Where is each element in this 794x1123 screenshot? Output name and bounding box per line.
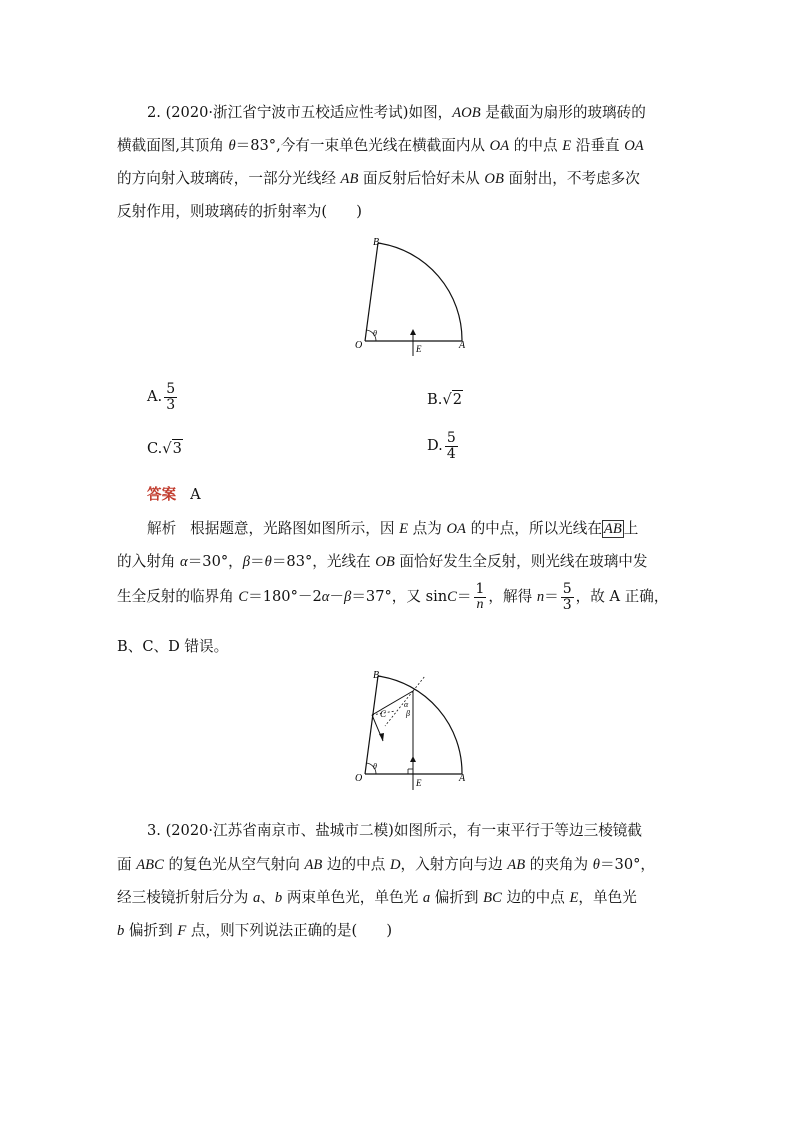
analysis-text: ＝ [544, 588, 559, 606]
q2-text: ＝83°,今有一束单色光线在横截面内从 [235, 137, 490, 154]
q2-text: 的中点 [509, 137, 563, 154]
q3-text: 点，则下列说法正确的是( ) [186, 922, 393, 939]
option-c-label: C. [147, 440, 163, 457]
ab-arc [378, 243, 462, 341]
numerator: 5 [166, 381, 176, 397]
radicand: 3 [172, 440, 182, 457]
q3-text: 如图所示，有一束平行于等边三棱镜截 [393, 822, 642, 839]
analysis-text: ＝ [456, 588, 472, 606]
q3-line-4 [117, 919, 392, 940]
answer-label: 答案 [147, 486, 177, 503]
fraction [474, 582, 487, 612]
q3-symbol: b [274, 890, 283, 906]
label-o: O [355, 773, 363, 784]
analysis-text: 上 [623, 520, 639, 537]
q2-text: 是截面为扇形的玻璃砖的 [480, 104, 646, 121]
q2-text: 横截面图,其顶角 [117, 137, 229, 154]
q3-text: ，入射方向与边 [400, 856, 508, 873]
q3-symbol: D [389, 857, 401, 873]
label-theta: θ [373, 762, 377, 771]
analysis-text: ，解得 [488, 588, 537, 606]
denominator: 4 [446, 445, 456, 462]
q2-source: 浙江省宁波市五校适应性考试) [213, 104, 409, 121]
q3-line-2 [117, 853, 655, 874]
q2-text: 反射作用，则玻璃砖的折射率为( ) [117, 203, 362, 220]
q2-line-3 [117, 167, 640, 188]
radicand: 2 [452, 391, 462, 408]
arrow-icon [410, 329, 416, 335]
analysis-text: ＝180°－2 [248, 588, 322, 606]
analysis-line-1 [147, 517, 638, 538]
q3-text: ，单色光 [578, 889, 637, 906]
analysis-line-3 [117, 582, 668, 612]
numerator: 1 [475, 581, 485, 597]
analysis-symbol: C [238, 589, 249, 606]
q2-symbol: OA [624, 138, 644, 154]
sector-figure-1 [350, 232, 480, 357]
analysis-symbol: n [536, 589, 545, 606]
label-b: B [373, 670, 380, 681]
q3-number: 3. (2020· [147, 822, 214, 839]
q3-text: 两束单色光，单色光 [282, 889, 423, 906]
q3-symbol: F [177, 923, 187, 939]
q2-text: 面射出，不考虑多次 [503, 170, 640, 187]
label-a: A [459, 773, 466, 784]
analysis-line-2 [117, 550, 648, 571]
analysis-text: B、C、D 错误。 [117, 638, 229, 655]
q2-symbol: AB [340, 171, 359, 187]
analysis-symbol: OA [446, 521, 466, 537]
q3-symbol: b [117, 923, 125, 939]
analysis-text: ＝30°， [187, 553, 243, 570]
ob-line [365, 243, 378, 341]
analysis-symbol: α [180, 554, 188, 570]
denominator: n [476, 596, 484, 612]
q3-text: ＝30°， [599, 856, 656, 873]
analysis-text: 点为 [408, 520, 447, 537]
q3-symbol: ABC [136, 857, 164, 873]
q3-text: 偏折到 [430, 889, 484, 906]
analysis-text: 的入射角 [117, 553, 181, 570]
q2-number: 2. (2020· [147, 104, 214, 121]
analysis-text: 的中点，所以光线在 [465, 520, 602, 537]
answer-line [147, 483, 201, 504]
analysis-text: ＝83°，光线在 [271, 553, 376, 570]
sqrt: √3 [162, 440, 182, 457]
q3-symbol: AB [304, 857, 323, 873]
analysis-text: 根据题意，光路图如图所示，因 [190, 520, 400, 537]
label-alpha: α [404, 700, 409, 709]
q2-line-2 [117, 134, 644, 155]
analysis-text: 生全反射的临界角 [117, 588, 239, 606]
option-b-label: B. [427, 391, 443, 408]
numerator: 5 [562, 581, 572, 597]
ab-arc [378, 676, 462, 774]
analysis-line-4 [117, 635, 228, 656]
denominator: 3 [562, 596, 572, 613]
option-b[interactable] [427, 391, 463, 408]
q3-symbol: AB [507, 857, 526, 873]
q3-symbol: E [569, 890, 579, 906]
q2-symbol: E [562, 138, 572, 154]
q2-symbol: OB [484, 171, 504, 187]
q2-line-1 [147, 101, 646, 122]
label-c: C [380, 709, 387, 719]
label-theta: θ [373, 329, 377, 338]
q3-text: 的夹角为 [525, 856, 593, 873]
option-a-label: A. [147, 388, 163, 406]
light-path-figure-2 [350, 668, 480, 790]
option-c[interactable] [147, 440, 183, 457]
option-d-label: D. [427, 437, 443, 455]
option-d[interactable] [427, 431, 460, 461]
q3-text: 边的中点 [501, 889, 570, 906]
label-e: E [416, 778, 422, 788]
q2-text: 的方向射入玻璃砖，一部分光线经 [117, 170, 341, 187]
q3-text: 面 [117, 856, 137, 873]
q3-text: 边的中点 [322, 856, 390, 873]
arrow-icon [410, 756, 416, 762]
analysis-text: ＝37°，又 sin [351, 588, 448, 606]
q2-text: 沿垂直 [571, 137, 625, 154]
analysis-label: 解析 [147, 520, 177, 537]
analysis-text: ，故 A 正确， [575, 588, 669, 606]
fraction [164, 382, 177, 412]
option-a[interactable] [147, 382, 179, 412]
q3-text: 经三棱镜折射后分为 [117, 889, 253, 906]
arc-ab-symbol: AB [603, 521, 622, 537]
denominator: 3 [166, 396, 176, 413]
label-o: O [355, 340, 363, 351]
q3-source: 江苏省南京市、盐城市二模) [213, 822, 394, 839]
analysis-symbol: θ [264, 554, 272, 570]
analysis-text: ＝ [250, 553, 265, 570]
label-beta: β [406, 709, 410, 718]
q3-line-3 [117, 886, 637, 907]
q3-text: 的复色光从空气射向 [163, 856, 305, 873]
q2-line-4 [117, 200, 362, 221]
q3-symbol: θ [592, 857, 600, 873]
analysis-symbol: α [321, 589, 330, 606]
analysis-symbol: β [242, 554, 251, 570]
numerator: 5 [446, 430, 456, 446]
analysis-symbol: OB [375, 554, 395, 570]
answer-value: A [190, 486, 201, 503]
analysis-symbol: C [447, 589, 457, 606]
q3-symbol: BC [483, 890, 502, 906]
q3-text: 偏折到 [124, 922, 178, 939]
analysis-symbol: E [399, 521, 408, 537]
label-e: E [416, 344, 422, 354]
label-b: B [373, 237, 380, 248]
q2-text: 面反射后恰好未从 [358, 170, 485, 187]
q3-symbol: a [252, 890, 261, 906]
analysis-symbol: β [344, 589, 352, 606]
q2-text: 如图， [408, 104, 453, 121]
sqrt: √2 [442, 391, 462, 408]
fraction [561, 582, 574, 612]
analysis-text: 面恰好发生全反射，则光线在玻璃中发 [394, 553, 648, 570]
q3-symbol: a [422, 890, 431, 906]
label-a: A [459, 340, 466, 351]
arrow-icon [379, 733, 384, 741]
fraction [445, 431, 458, 461]
q2-symbol: θ [228, 138, 236, 154]
q2-symbol: OA [489, 138, 510, 154]
q3-text: 、 [260, 889, 275, 906]
analysis-text: － [329, 588, 345, 606]
q3-line-1 [147, 819, 642, 840]
q2-symbol: AOB [452, 105, 481, 121]
